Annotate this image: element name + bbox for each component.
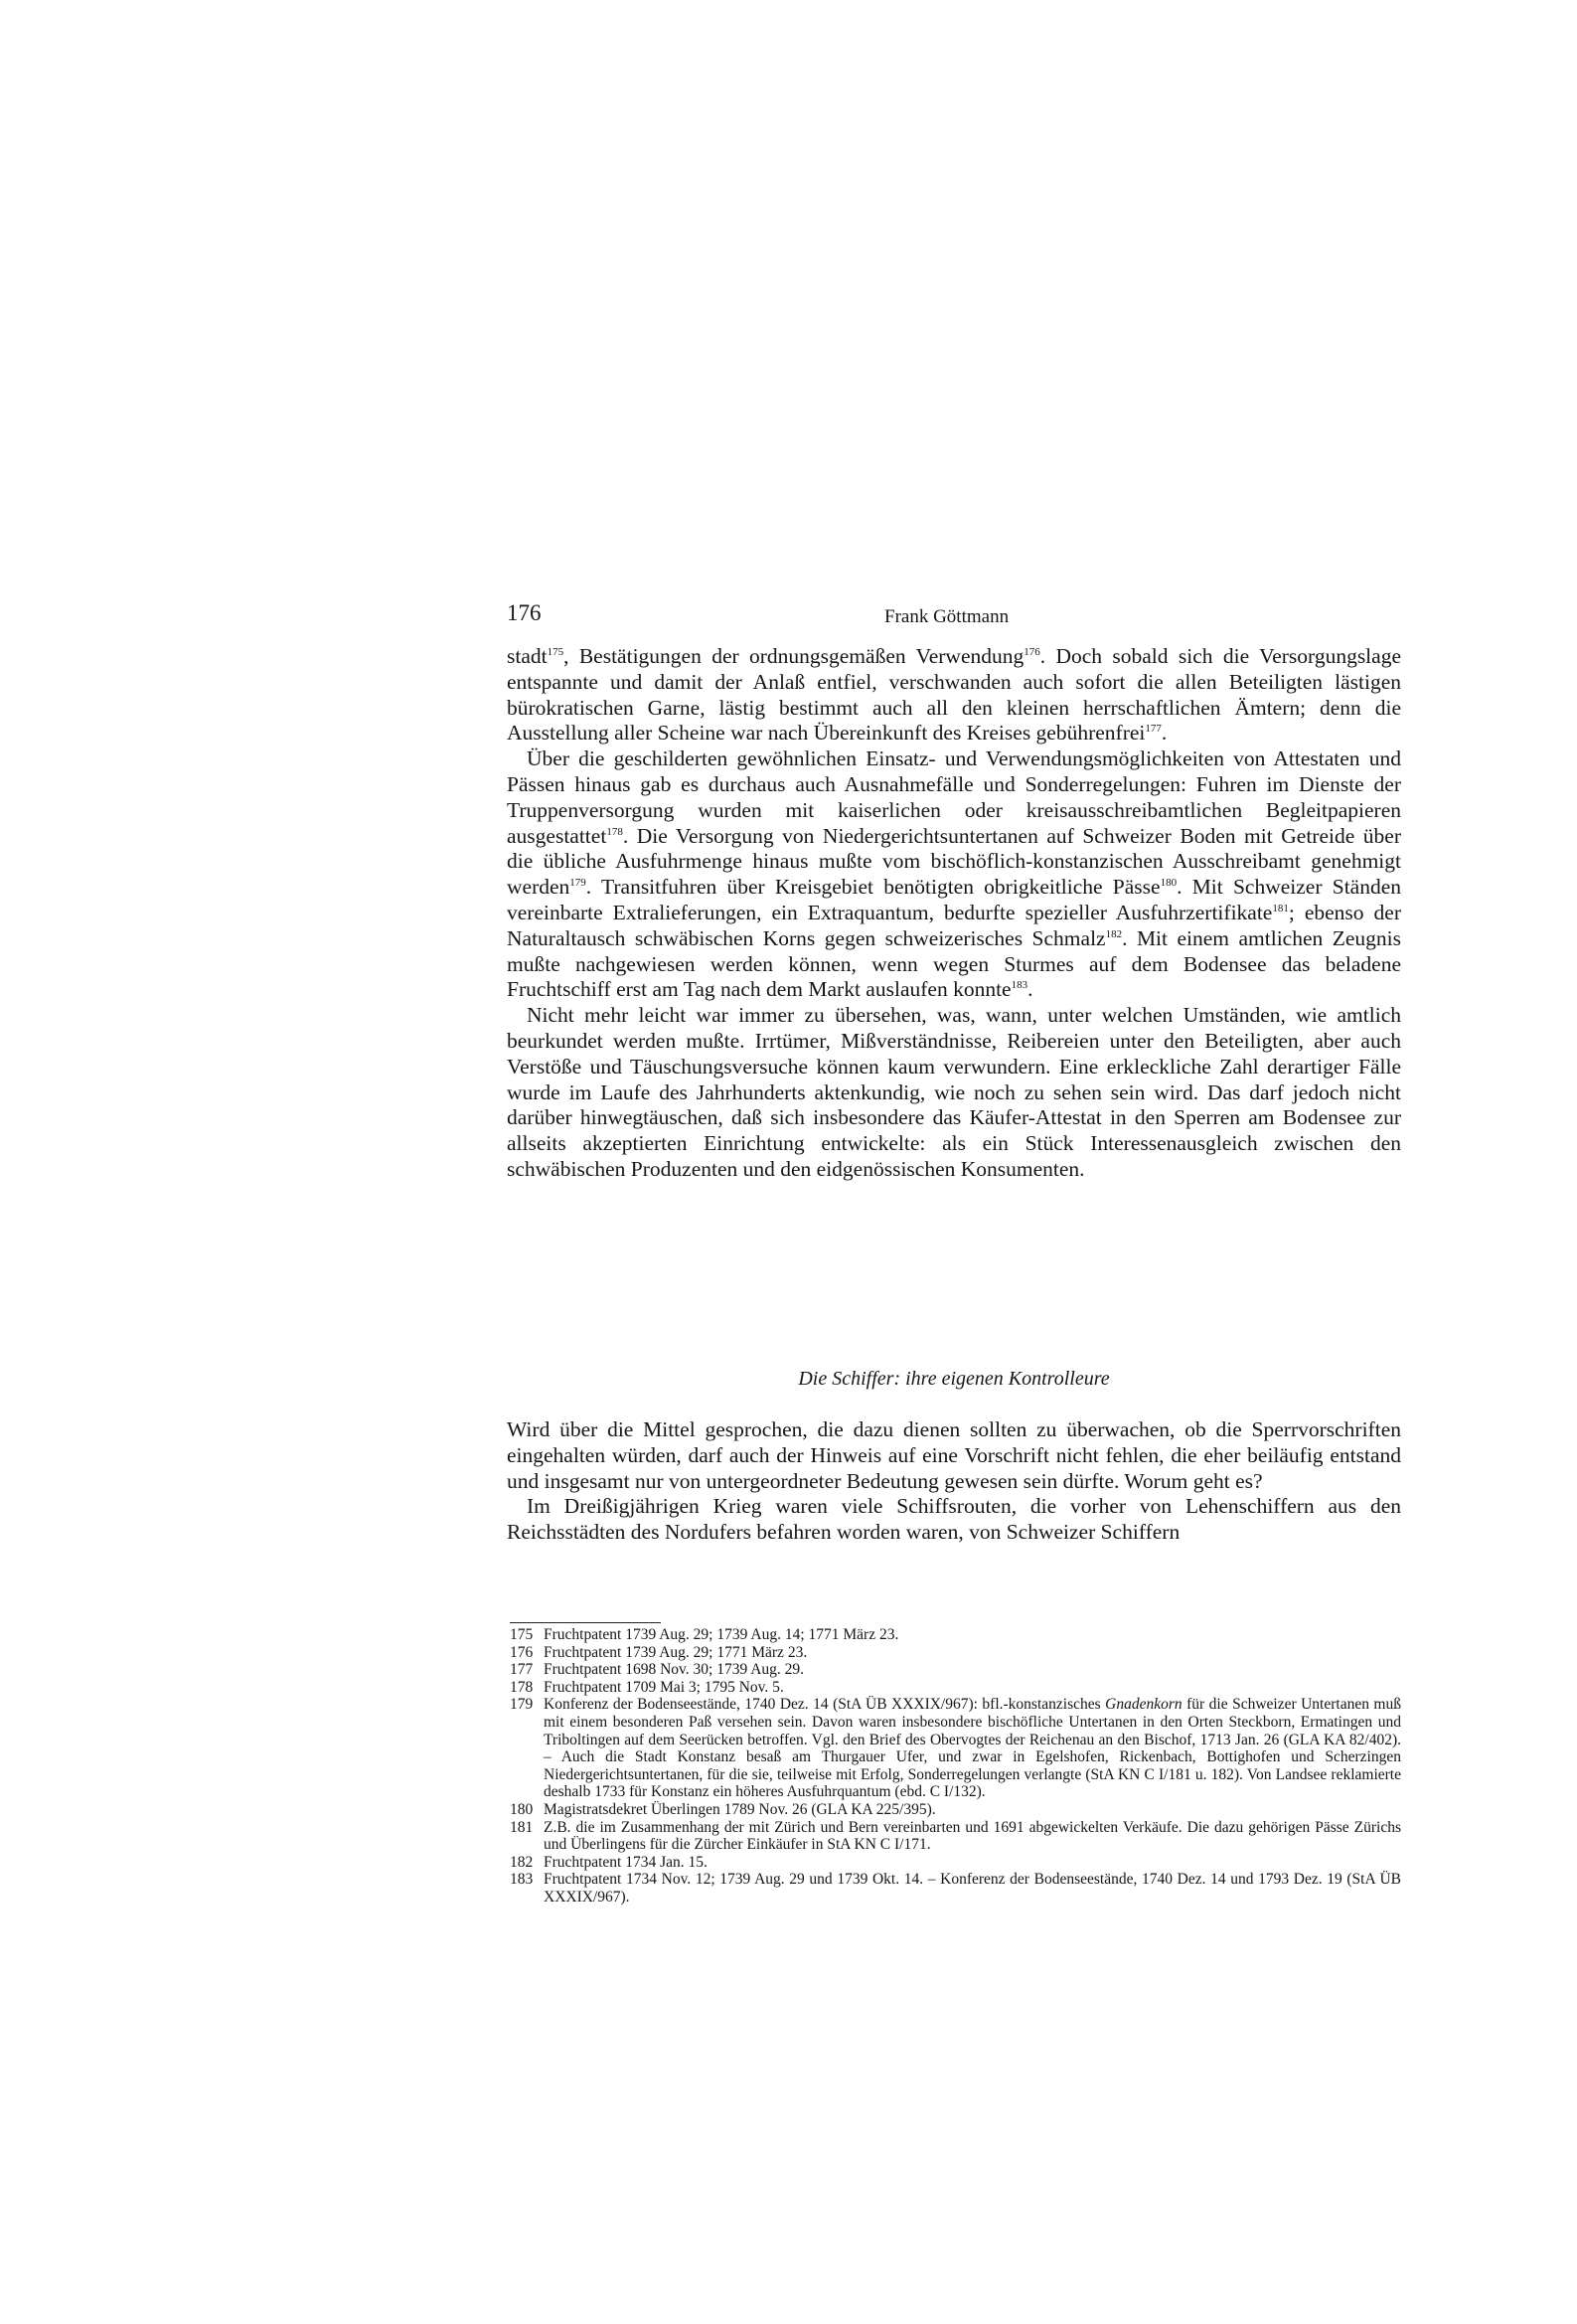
running-head: Frank Göttmann [884,606,1010,627]
footnote-number: 175 [510,1626,534,1643]
footnote-ref: 176 [1024,645,1040,658]
text-run: . Mit Schweizer Ständen vereinbarte Extralieferungen, ein Extraquantum, bedurfte spezieller Ausfuhrzertifikate [507,875,1401,924]
footnote-ref: 183 [1011,979,1028,992]
footnote-text: Z.B. die im Zusammenhang der mit Zürich und Bern vereinbarten und 1691 abgewickelten Verkäufe. Die dazu gehörigen Pässe Zürichs und Überlingens für die Zürcher Einkäufer in StA KN C I/171. [544,1818,1401,1854]
footnote-ref: 180 [1160,877,1178,890]
footnote-text: Fruchtpatent 1709 Mai 3; 1795 Nov. 5. [544,1678,784,1696]
footnote-number: 181 [510,1818,534,1836]
page-number: 176 [507,600,542,625]
body-text [507,644,1401,1183]
footnote-ref: 175 [547,645,564,658]
footnote-number: 180 [510,1800,534,1818]
footnote-number: 179 [510,1696,534,1714]
footnote-ref: 179 [569,877,586,890]
italic-term: Gnadenkorn [1105,1696,1183,1714]
footnote-ref: 181 [1272,902,1289,914]
footnote-ref: 177 [1145,723,1162,736]
text-run: stadt [507,644,548,668]
footnote-text: Fruchtpatent 1739 Aug. 29; 1739 Aug. 14; 1771 März 23. [544,1626,899,1643]
footnote-number: 183 [510,1871,534,1889]
footnote-number: 177 [510,1661,534,1679]
footnote-number: 176 [510,1643,534,1661]
footnote-180 [510,1801,1401,1819]
footnotes [510,1626,1401,1907]
footnote-divider [510,1622,661,1623]
footnote-175 [510,1626,1401,1644]
footnote-number: 182 [510,1853,534,1871]
footnote-text: Fruchtpatent 1698 Nov. 30; 1739 Aug. 29. [544,1661,805,1679]
footnote-text: Fruchtpatent 1734 Jan. 15. [544,1853,708,1871]
footnote-text [544,1696,1401,1801]
section-text [507,1417,1401,1546]
footnote-text: Fruchtpatent 1734 Nov. 12; 1739 Aug. 29 und 1739 Okt. 14. – Konferenz der Bodenseestände, 1740 Dez. 14 und 1793 Dez. 19 (StA ÜB XXXIX/967). [544,1871,1401,1906]
text-run: , Bestätigungen der ordnungsgemäßen Verwendung [563,644,1025,668]
section-heading: Die Schiffer: ihre eigenen Kontrolleure [798,1368,1110,1390]
footnote-ref: 182 [1105,927,1123,940]
footnote-text: Fruchtpatent 1739 Aug. 29; 1771 März 23. [544,1643,808,1661]
section-paragraph-2: Im Dreißigjährigen Krieg waren viele Schiffsrouten, die vorher von Lehenschiffern aus den Reichsstädten des Nordufers befahren worden waren, von Schweizer Schiffern [507,1494,1401,1545]
page-header [507,600,1401,634]
footnote-179 [510,1696,1401,1801]
text-run: . Die Versorgung von Niedergerichtsuntertanen auf Schweizer Boden mit Getreide über die übliche Ausfuhrmenge hinaus mußte vom bischöflich-konstanzischen Ausschreibamt genehmigt werden [507,823,1401,900]
footnote-178 [510,1679,1401,1697]
footnote-183 [510,1871,1401,1906]
paragraph-1 [507,644,1401,747]
footnote-176 [510,1644,1401,1662]
paragraph-2 [507,747,1401,1003]
footnote-ref: 178 [606,825,623,838]
footnote-number: 178 [510,1678,534,1696]
text-run: ; ebenso der Naturaltausch schwäbischen Korns gegen schweizerisches Schmalz [507,900,1401,950]
footnote-text: Magistratsdekret Überlingen 1789 Nov. 26 (GLA KA 225/395). [544,1800,936,1818]
paragraph-3: Nicht mehr leicht war immer zu übersehen, was, wann, unter welchen Umständen, wie amtlich beurkundet werden mußte. Irrtümer, Mißverständnisse, Reibereien unter den Beteiligten, aber auch Verstöße und Täuschungsversuche können kaum verwundern. Eine erkleckliche Zahl derartiger Fälle wurde im Laufe des Jahrhunderts aktenkundig, wie noch zu sehen sein wird. Das darf jedoch nicht darüber hinwegtäuschen, daß sich insbesondere das Käufer-Attestat in den Sperren am Bodensee zur allseits akzeptierten Einrichtung entwickelte: als ein Stück Interessenausgleich zwischen den schwäbischen Produzenten und den eidgenössischen Konsumenten. [507,1003,1401,1181]
text-run: . Doch sobald sich die Versorgungslage entspannte und damit der Anlaß entfiel, verschwanden auch sofort die allen Beteiligten lästigen bürokratischen Garne, lästig bestimmt auch all den kleinen herrschaftlichen Ämtern; denn die Ausstellung aller Scheine war nach Übereinkunft des Kreises gebührenfrei [507,644,1401,746]
text-run: . [1161,721,1168,746]
text-run: Über die geschilderten gewöhnlichen Einsatz- und Verwendungsmöglichkeiten von Attestaten und Pässen hinaus gab es durchaus auch Ausnahmefälle und Sonderregelungen: Fuhren im Dienste der Truppenversorgung wurden mit kaiserlichen oder kreisausschreibamtlichen Begleitpapieren ausgestattet [507,747,1401,848]
section-paragraph-1: Wird über die Mittel gesprochen, die dazu dienen sollten zu überwachen, ob die Sperrvorschriften eingehalten würden, darf auch der Hinweis auf eine Vorschrift nicht fehlen, die eher beiläufig entstand und insgesamt nur von untergeordneter Bedeutung gewesen sein dürfte. Worum geht es? [507,1417,1401,1493]
footnote-177 [510,1661,1401,1679]
text-run: für die Schweizer Untertanen muß mit einem besonderen Paß versehen sein. Davon waren insbesondere bischöfliche Untertanen in den Orten Steckborn, Ermatingen und Triboltingen auf dem Seerücken betroffen. Vgl. den Brief des Obervogtes der Reichenau an den Bischof, 1713 Jan. 26 (GLA KA 82/402). – Auch die Stadt Konstanz besaß am Thurgauer Ufer, und zwar in Egelshofen, Rickenbach, Bottighofen und Scherzingen Niedergerichtsuntertanen, für die sie, teilweise mit Erfolg, Sonderregelungen verlangte (StA KN C I/181 u. 182). Von Landsee reklamierte deshalb 1733 für Konstanz ein höheres Ausfuhrquantum (ebd. C I/132). [544,1696,1401,1801]
footnote-181 [510,1819,1401,1854]
footnote-182 [510,1854,1401,1872]
text-run: . [1027,977,1033,1002]
text-run: . Mit einem amtlichen Zeugnis mußte nachgewiesen werden können, wenn wegen Sturmes auf dem Bodensee das beladene Fruchtschiff erst am Tag nach dem Markt auslaufen konnte [507,925,1401,1002]
text-run: . Transitfuhren über Kreisgebiet benötigten obrigkeitliche Pässe [585,875,1161,900]
text-run: Konferenz der Bodenseestände, 1740 Dez. 14 (StA ÜB XXXIX/967): bfl.-konstanzisches [544,1696,1106,1714]
